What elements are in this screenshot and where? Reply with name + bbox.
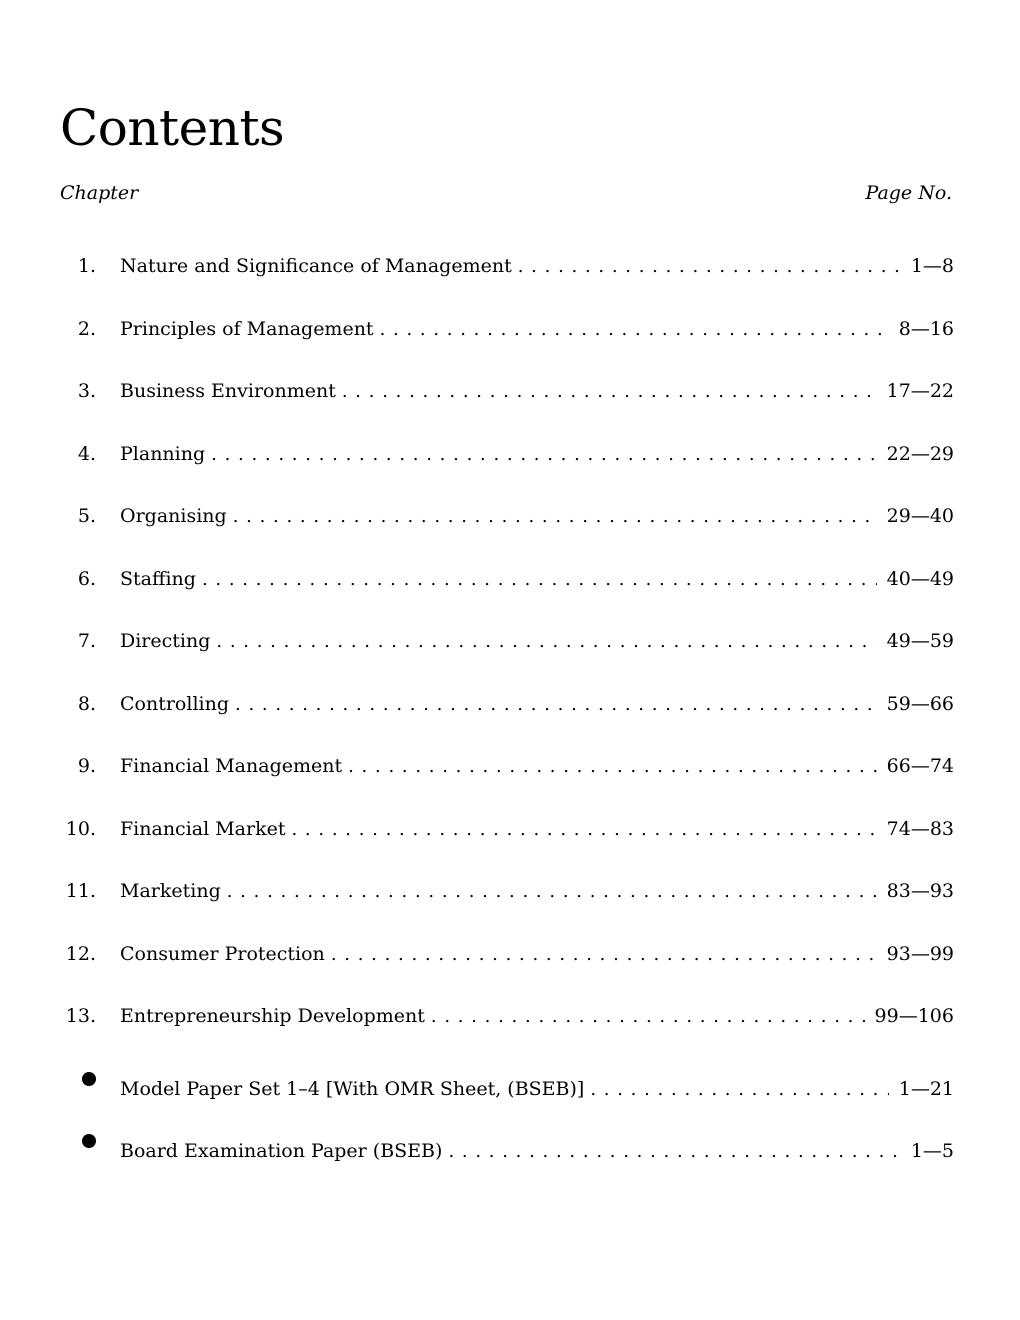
dot-leader — [216, 626, 876, 658]
chapter-title: Entrepreneurship Development — [120, 1005, 425, 1027]
toc-entry-6[interactable] — [60, 563, 954, 626]
toc-entry-1[interactable] — [60, 250, 954, 313]
chapter-number: 8. — [77, 692, 96, 715]
chapter-title: Organising — [120, 505, 227, 527]
dot-leader — [202, 564, 877, 596]
dot-leader — [380, 314, 889, 346]
page-range: 66—74 — [886, 755, 954, 777]
toc-entry-4[interactable] — [60, 438, 954, 501]
page-range: 29—40 — [886, 505, 954, 527]
page-range: 17—22 — [886, 380, 954, 402]
entry-title: Model Paper Set 1–4 [With OMR Sheet, (BSEB)] — [120, 1077, 585, 1100]
page-range: 1—5 — [910, 1140, 954, 1162]
chapter-title: Consumer Protection — [120, 942, 325, 965]
page-range: 22—29 — [886, 442, 954, 465]
dot-leader — [348, 751, 877, 783]
chapter-title: Nature and Significance of Management — [120, 255, 512, 277]
chapter-column-label: Chapter — [60, 182, 139, 204]
toc-entry-board-paper[interactable] — [60, 1125, 954, 1188]
page-range: 1—8 — [910, 255, 954, 277]
dot-leader — [590, 1074, 888, 1106]
chapter-number: 1. — [77, 255, 96, 277]
bullet-icon — [60, 1063, 96, 1095]
toc-entry-2[interactable] — [60, 313, 954, 376]
page-title: Contents — [60, 99, 285, 157]
dot-leader — [431, 1001, 865, 1033]
chapter-title: Marketing — [120, 880, 221, 902]
chapter-number: 3. — [77, 380, 96, 402]
chapter-number: 12. — [65, 942, 96, 965]
page-range: 8—16 — [898, 317, 954, 340]
chapter-title: Controlling — [120, 692, 229, 715]
toc-entry-12[interactable] — [60, 938, 954, 1001]
chapter-title: Planning — [120, 442, 206, 465]
page-number-column-label: Page No. — [865, 182, 952, 204]
page-range: 49—59 — [886, 630, 954, 652]
toc-entry-9[interactable] — [60, 750, 954, 813]
page-range: 93—99 — [886, 942, 954, 965]
toc-entry-3[interactable] — [60, 375, 954, 438]
chapter-number: 11. — [65, 880, 96, 902]
chapter-number: 4. — [77, 442, 96, 465]
chapter-number: 6. — [77, 567, 96, 590]
chapter-title: Business Environment — [120, 380, 336, 402]
chapter-number: 5. — [77, 505, 96, 527]
toc-entry-7[interactable] — [60, 625, 954, 688]
page-range: 59—66 — [886, 692, 954, 715]
toc-entry-11[interactable] — [60, 875, 954, 938]
dot-leader — [518, 251, 901, 283]
page-range: 99—106 — [874, 1005, 954, 1027]
toc-entry-8[interactable] — [60, 688, 954, 751]
toc-entry-5[interactable] — [60, 500, 954, 563]
chapter-title: Directing — [120, 630, 211, 652]
chapter-title: Financial Market — [120, 817, 286, 840]
chapter-number: 7. — [77, 630, 96, 652]
chapter-number: 9. — [77, 755, 96, 777]
bullet-icon — [60, 1125, 96, 1157]
toc-entry-model-paper[interactable] — [60, 1063, 954, 1126]
chapter-title: Principles of Management — [120, 317, 374, 340]
entry-title: Board Examination Paper (BSEB) — [120, 1140, 443, 1162]
chapter-number: 10. — [65, 817, 96, 840]
dot-leader — [235, 689, 877, 721]
page-range: 1—21 — [898, 1077, 954, 1100]
page-range: 74—83 — [886, 817, 954, 840]
dot-leader — [331, 939, 877, 971]
table-of-contents — [60, 250, 954, 1188]
chapter-number: 13. — [65, 1005, 96, 1027]
dot-leader — [211, 439, 877, 471]
page-range: 83—93 — [886, 880, 954, 902]
chapter-title: Financial Management — [120, 755, 343, 777]
page-range: 40—49 — [886, 567, 954, 590]
toc-entry-13[interactable] — [60, 1000, 954, 1063]
chapter-number: 2. — [77, 317, 96, 340]
toc-entry-10[interactable] — [60, 813, 954, 876]
chapter-title: Staffing — [120, 567, 196, 590]
dot-leader — [291, 814, 876, 846]
dot-leader — [448, 1136, 900, 1168]
dot-leader — [233, 501, 877, 533]
dot-leader — [227, 876, 877, 908]
dot-leader — [342, 376, 877, 408]
